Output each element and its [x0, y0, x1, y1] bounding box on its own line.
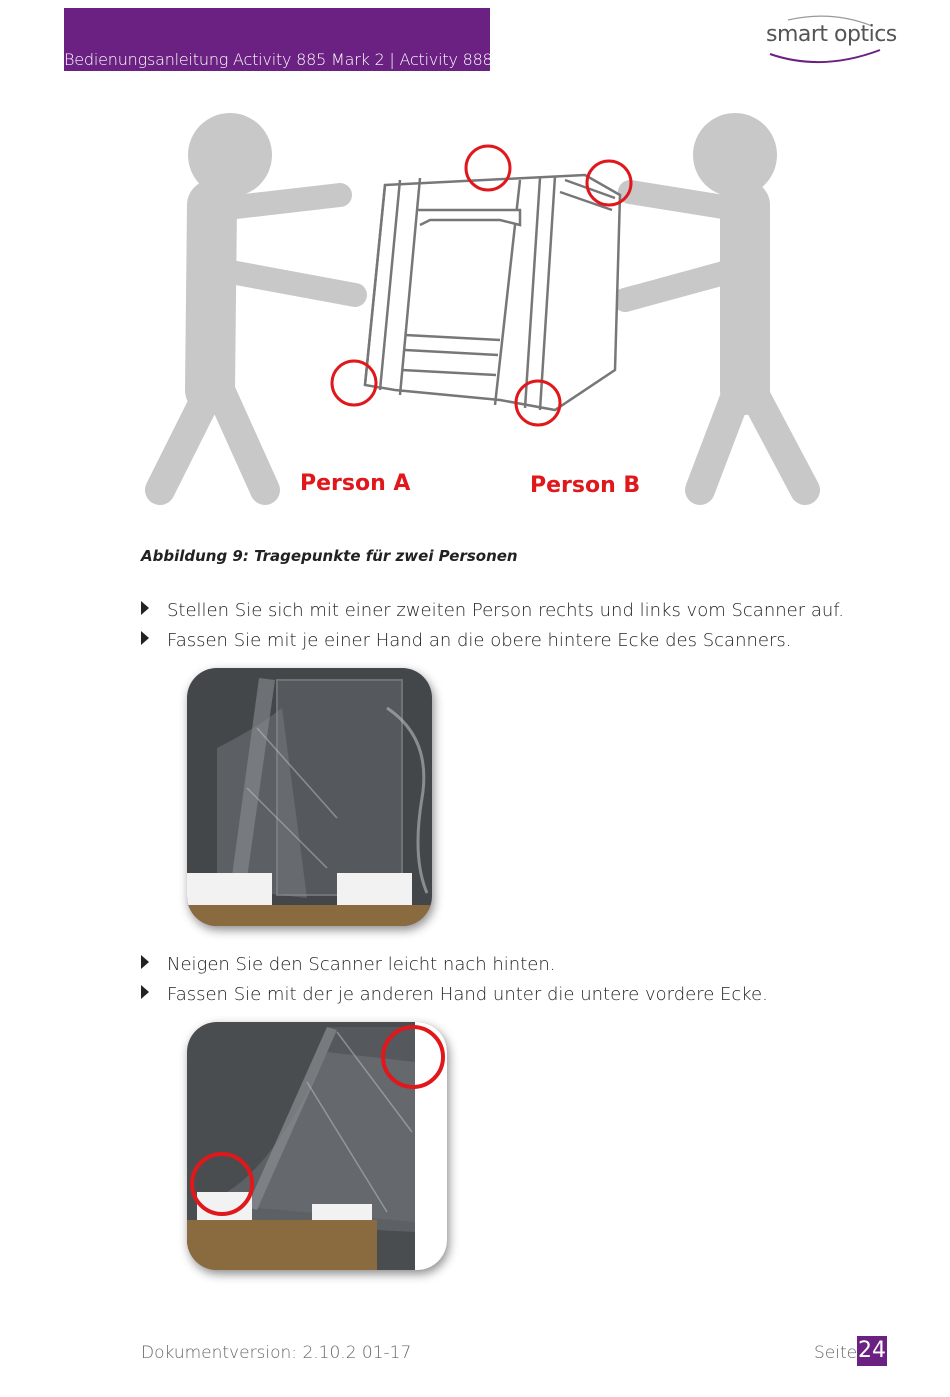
person-a-figure	[160, 113, 355, 490]
bullet-item	[141, 984, 768, 1005]
brand-logo	[762, 14, 897, 74]
document-version: Dokumentversion: 2.10.2 01-17	[141, 1343, 412, 1363]
logo-text: smart optics	[766, 22, 897, 47]
header-title: Bedienungsanleitung Activity 885 Mark 2 | Activity 888	[64, 50, 493, 69]
bullet-text: Stellen Sie sich mit einer zweiten Person rechts und links vom Scanner auf.	[167, 600, 845, 621]
bullet-item	[141, 630, 791, 651]
bullet-item	[141, 600, 844, 621]
bullet-arrow-icon	[141, 985, 149, 999]
page-number: 24	[857, 1336, 887, 1366]
bullet-arrow-icon	[141, 601, 149, 615]
bullet-text: Fassen Sie mit je einer Hand an die obere hintere Ecke des Scanners.	[167, 630, 792, 651]
label-person-a: Person A	[300, 471, 411, 496]
bullet-text: Neigen Sie den Scanner leicht nach hinten.	[167, 954, 556, 975]
bullet-item	[141, 954, 555, 975]
page-label: Seite	[814, 1343, 858, 1363]
bullet-text: Fassen Sie mit der je anderen Hand unter die untere vordere Ecke.	[167, 984, 768, 1005]
figure-caption: Abbildung 9: Tragepunkte für zwei Personen	[141, 547, 518, 565]
scanner-photo-tilted	[187, 1022, 447, 1270]
bullet-arrow-icon	[141, 955, 149, 969]
carrying-illustration	[130, 100, 830, 520]
person-b-figure	[625, 113, 805, 490]
bullet-arrow-icon	[141, 631, 149, 645]
scanner-sketch	[365, 175, 620, 410]
label-person-b: Person B	[530, 473, 641, 498]
header-band	[64, 8, 493, 71]
scanner-photo-upright	[187, 668, 432, 926]
